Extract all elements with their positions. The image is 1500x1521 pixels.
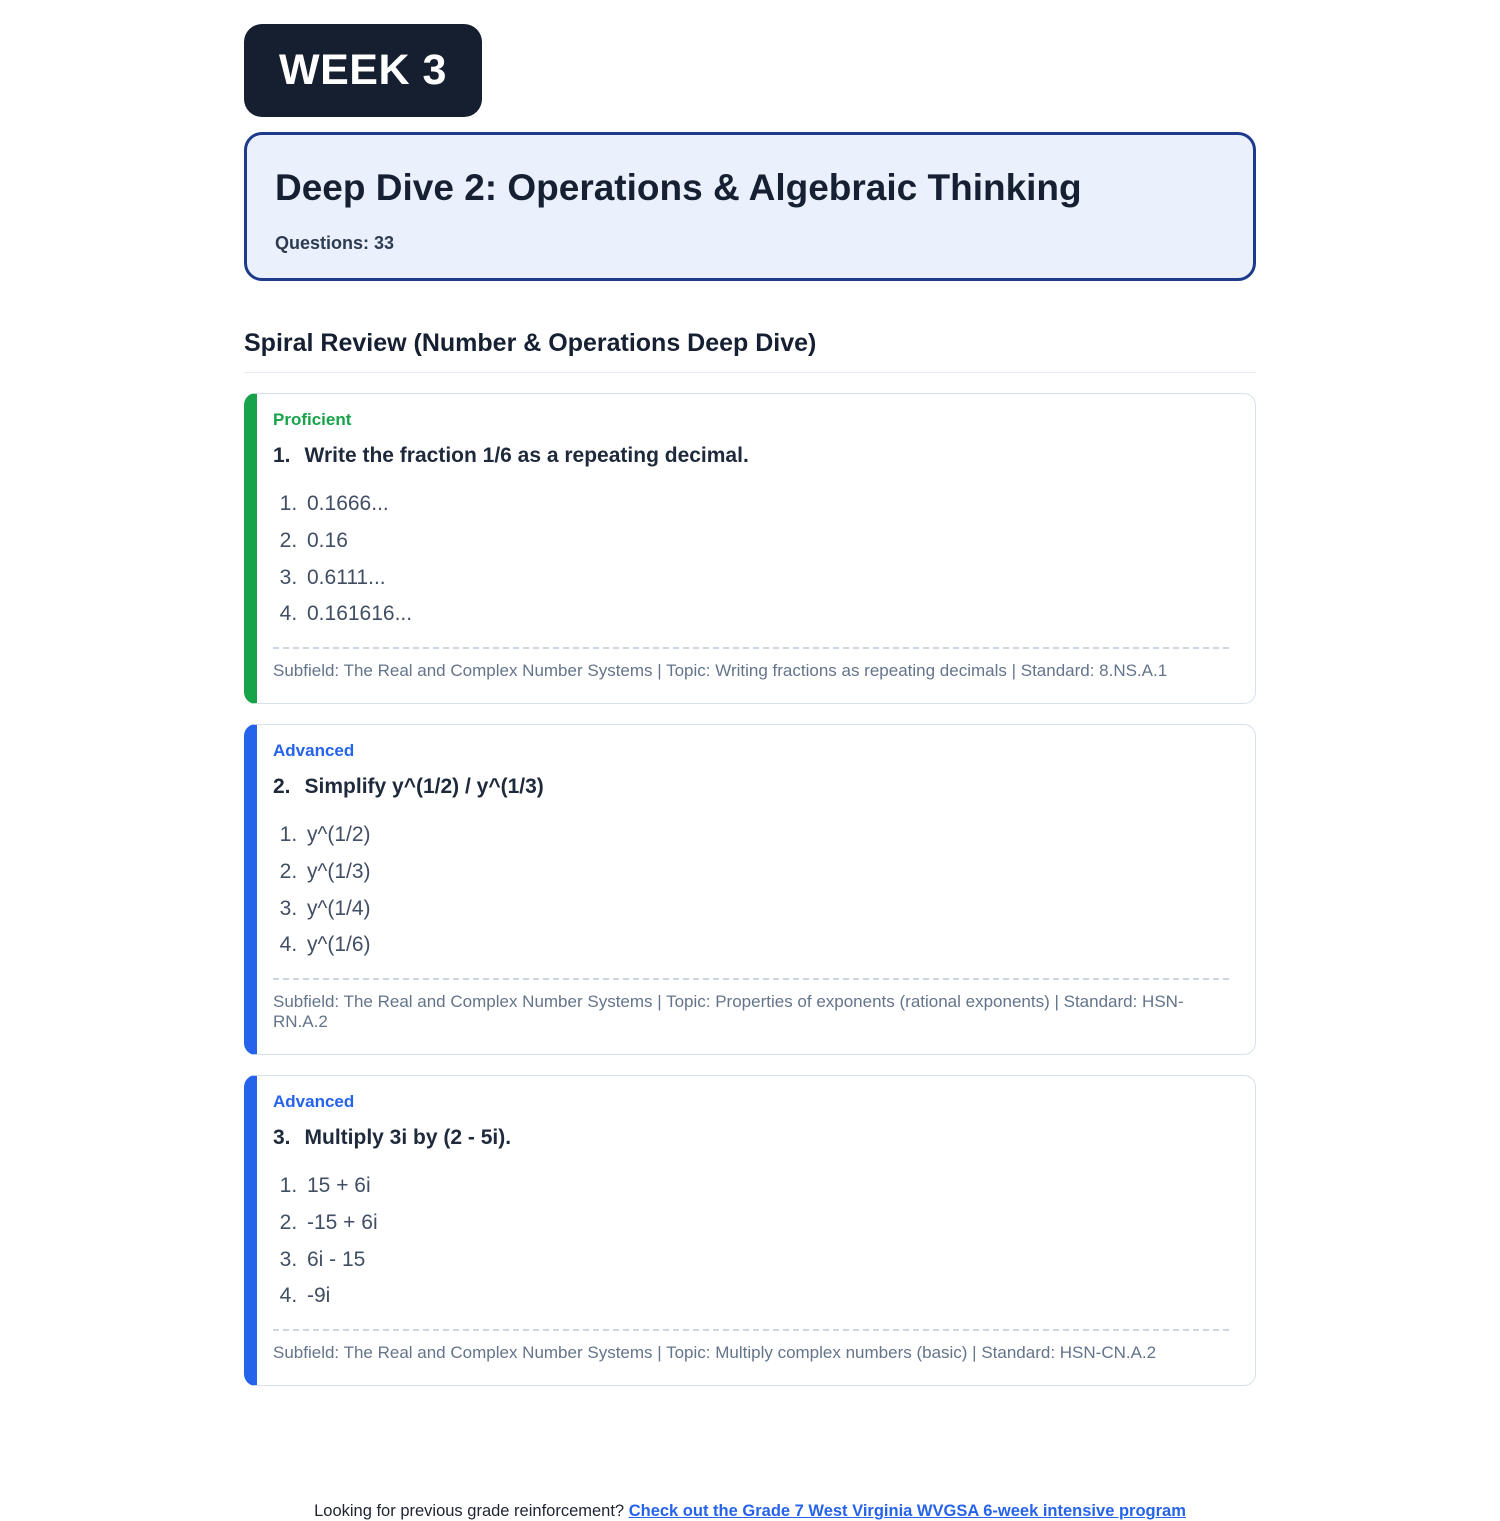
option-item: 1. 0.1666...: [303, 486, 1229, 523]
question-card-3: [244, 1075, 1256, 1386]
dashed-divider: [273, 1329, 1229, 1331]
week-badge: WEEK 3: [244, 24, 482, 117]
page-container: [244, 0, 1256, 1521]
question-meta: Subfield: The Real and Complex Number Systems | Topic: Writing fractions as repeating decimals | Standard: 8.NS.A.1: [273, 661, 1168, 681]
options-list: [273, 486, 1229, 633]
option-item: 4. 0.161616...: [303, 596, 1229, 633]
option-item: 1. 15 + 6i: [303, 1168, 1229, 1205]
question-number: 2.: [273, 775, 291, 799]
section-title: Spiral Review (Number & Operations Deep Dive): [244, 329, 817, 358]
option-item: 4. y^(1/6): [303, 927, 1229, 964]
dashed-divider: [273, 647, 1229, 649]
question-line: [273, 1126, 1229, 1150]
option-item: 2. -15 + 6i: [303, 1205, 1229, 1242]
difficulty-badge: Advanced: [273, 741, 355, 761]
question-number: 1.: [273, 444, 291, 468]
option-item: 4. -9i: [303, 1278, 1229, 1315]
question-meta: Subfield: The Real and Complex Number Systems | Topic: Multiply complex numbers (basic) | Standard: HSN-CN.A.2: [273, 1343, 1157, 1363]
questions-count: Questions: 33: [275, 233, 395, 254]
question-meta: Subfield: The Real and Complex Number Systems | Topic: Properties of exponents (rational exponents) | Standard: HSN-RN.A.2: [273, 992, 1184, 1032]
options-list: [273, 817, 1229, 964]
option-item: 2. y^(1/3): [303, 854, 1229, 891]
question-card-2: [244, 724, 1256, 1055]
question-number: 3.: [273, 1126, 291, 1150]
question-line: [273, 775, 1229, 799]
assignment-header-card: [244, 132, 1256, 281]
option-item: 2. 0.16: [303, 523, 1229, 560]
footer-prompt: Looking for previous grade reinforcement?: [314, 1502, 625, 1521]
dashed-divider: [273, 978, 1229, 980]
question-text: Multiply 3i by (2 - 5i).: [304, 1126, 512, 1150]
page-footer: [244, 1502, 1256, 1521]
option-item: 3. 0.6111...: [303, 560, 1229, 597]
question-card-1: [244, 393, 1256, 704]
section-header: [244, 329, 1256, 373]
footer-program-link[interactable]: Check out the Grade 7 West Virginia WVGSA 6-week intensive program: [628, 1502, 1186, 1521]
difficulty-badge: Proficient: [273, 410, 352, 430]
assignment-title: Deep Dive 2: Operations & Algebraic Thinking: [275, 167, 1082, 208]
question-text: Simplify y^(1/2) / y^(1/3): [304, 775, 544, 799]
question-text: Write the fraction 1/6 as a repeating decimal.: [304, 444, 749, 468]
option-item: 3. y^(1/4): [303, 891, 1229, 928]
option-item: 1. y^(1/2): [303, 817, 1229, 854]
difficulty-badge: Advanced: [273, 1092, 355, 1112]
option-item: 3. 6i - 15: [303, 1242, 1229, 1279]
options-list: [273, 1168, 1229, 1315]
question-line: [273, 444, 1229, 468]
